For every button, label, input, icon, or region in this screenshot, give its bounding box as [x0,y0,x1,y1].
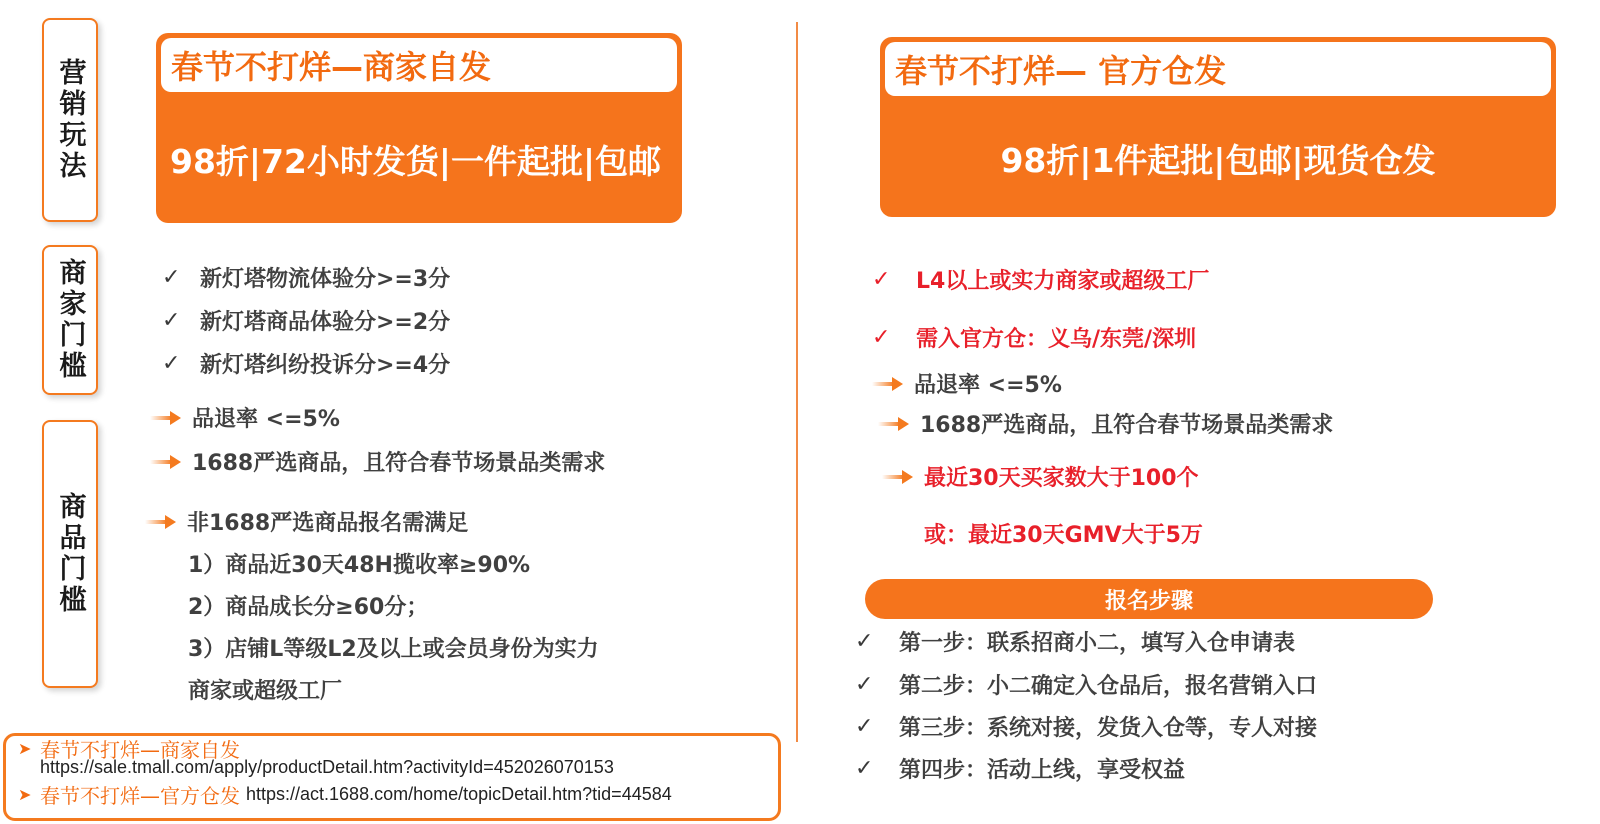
right-activity-card [880,37,1556,217]
link-box [3,733,781,821]
side-label-product-text: 商品门槛 [54,492,86,616]
arrow-right-icon [150,451,192,473]
arrow-right-icon [145,511,187,533]
side-label-marketing [42,18,98,222]
left-merchant-item: ✓ 新灯塔物流体验分>=3分 [162,265,451,292]
caret-right-icon: ➤ [18,785,32,804]
right-product-return-rate: 品退率 <=5% [872,368,1062,399]
link-official-row [18,780,672,809]
link-self-url[interactable]: https://sale.tmall.com/apply/productDetail.htm?activityId=452026070153 [40,757,614,777]
left-activity-card [156,33,682,223]
check-icon: ✓ [162,351,181,376]
steps-title-bar: 报名步骤 [865,579,1433,619]
link-self-url-row [40,757,614,778]
arrow-right-icon [878,413,920,435]
check-icon: ✓ [872,325,891,350]
check-icon: ✓ [872,267,891,292]
left-product-selected: 1688严选商品，且符合春节场景品类需求 [150,446,605,477]
left-product-condition: 2）商品成长分≥60分； [188,595,429,620]
check-icon: ✓ [855,756,874,781]
left-merchant-item: ✓ 新灯塔纠纷投诉分>=4分 [162,351,451,378]
column-divider [796,22,798,742]
left-product-condition: 3）店铺L等级L2及以上或会员身份为实力 [188,637,599,662]
right-product-gmv: 或：最近30天GMV大于5万 [924,523,1203,548]
step-item: ✓ 第一步：联系招商小二，填写入仓申请表 [855,629,1296,656]
link-official-url[interactable]: https://act.1688.com/home/topicDetail.htm?tid=44584 [246,784,672,804]
arrow-right-icon [872,373,914,395]
left-product-condition: 1）商品近30天48H揽收率≥90% [188,553,531,578]
caret-right-icon: ➤ [18,739,32,758]
link-self-label: 春节不打烊—商家自发 [40,738,240,762]
check-icon: ✓ [162,308,181,333]
left-merchant-item: ✓ 新灯塔商品体验分>=2分 [162,308,451,335]
check-icon: ✓ [162,265,181,290]
check-icon: ✓ [855,714,874,739]
right-card-body: 98折|1件起批|包邮|现货仓发 [1000,140,1436,180]
left-product-non-selected: 非1688严选商品报名需满足 [145,506,468,537]
left-card-body: 98折|72小时发货|一件起批|包邮 [170,141,662,181]
right-product-buyers: 最近30天买家数大于100个 [882,461,1199,492]
side-label-marketing-text: 营销玩法 [54,58,86,182]
left-card-title: 春节不打烊—商家自发 [161,38,677,92]
check-icon: ✓ [855,629,874,654]
side-label-merchant-text: 商家门槛 [54,258,86,382]
left-product-condition: 商家或超级工厂 [188,679,343,704]
left-product-return-rate: 品退率 <=5% [150,402,340,433]
arrow-right-icon [150,407,192,429]
side-label-merchant [42,245,98,395]
right-merchant-item: ✓ 需入官方仓：义乌/东莞/深圳 [872,325,1197,352]
step-item: ✓ 第三步：系统对接，发货入仓等，专人对接 [855,714,1318,741]
step-item: ✓ 第二步：小二确定入仓品后，报名营销入口 [855,672,1318,699]
link-official-label: 春节不打烊—官方仓发 [40,784,240,808]
right-merchant-item: ✓ L4以上或实力商家或超级工厂 [872,267,1210,294]
step-item: ✓ 第四步：活动上线，享受权益 [855,756,1186,783]
arrow-right-icon [882,466,924,488]
right-product-selected: 1688严选商品，且符合春节场景品类需求 [878,408,1333,439]
side-label-product [42,420,98,688]
right-card-title: 春节不打烊— 官方仓发 [885,42,1551,96]
check-icon: ✓ [855,672,874,697]
